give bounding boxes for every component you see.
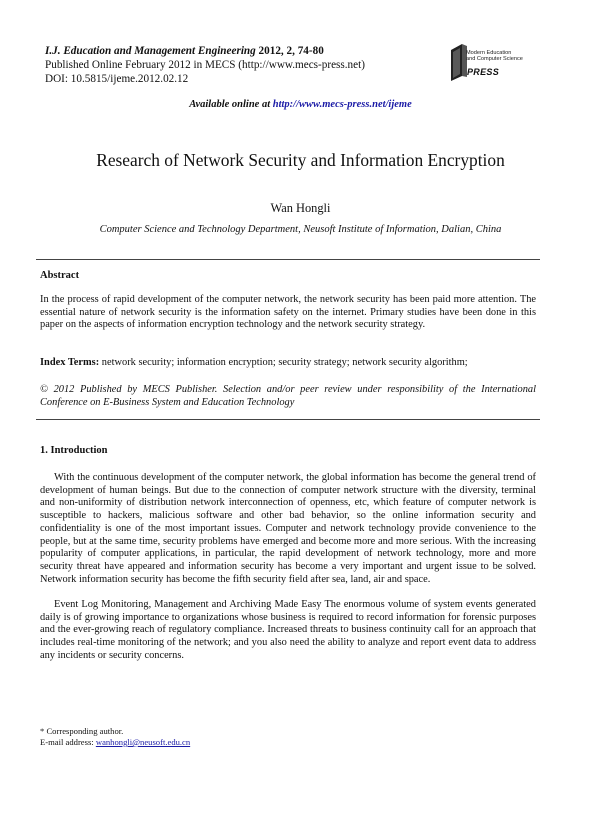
email-link[interactable]: wanhongli@neusoft.edu.cn: [95, 737, 191, 747]
paper-title: Research of Network Security and Information Encryption: [96, 150, 505, 170]
logo-line1: Modern Education: [466, 50, 512, 56]
introduction-heading: 1. Introduction: [40, 445, 108, 456]
doi-line: DOI: 10.5815/ijeme.2012.02.12: [45, 73, 189, 85]
email-line: [40, 737, 190, 748]
journal-header: [45, 44, 365, 86]
copyright-notice: © 2012 Published by MECS Publisher. Selection and/or peer review under responsibility of the International Conference on E-Business System and Education Technology: [40, 384, 536, 408]
logo-line2: and Computer Science: [466, 56, 523, 62]
logo-text: [466, 50, 523, 62]
divider-bottom: [36, 419, 540, 420]
journal-citation: [45, 44, 365, 58]
footnote: [40, 726, 190, 748]
email-label: E-mail address:: [40, 737, 94, 747]
available-online: [0, 99, 601, 110]
corresponding-author: * Corresponding author.: [40, 726, 124, 736]
intro-paragraph-1: With the continuous development of the computer network, the global information has become the general trend of development of human beings. But due to the connection of computer network structure with the diversity, terminal and non-uniformity of distribution network interconnection of openness, etc, which feature of computer network is susceptible to hackers, malicious software and other bad behavior, so the online information security and confidentiality is one of the most important issues. Computer and network technology provide convenience to the people, but at the same time, security problems have emerged and become more and more serious. With the increasing popularity of computer applications, in particular, the rapid development of network technology, more and more security threat have appeared and information security has become a very important and urgent issue to be solved. Network information security has become the fifth security field after sea, land, air and space.: [40, 472, 536, 585]
logo-press: PRESS: [467, 67, 500, 77]
journal-url-link[interactable]: http://www.mecs-press.net/ijeme: [272, 99, 412, 110]
publisher-logo: [448, 40, 558, 84]
index-terms-label: Index Terms:: [40, 357, 100, 368]
abstract-text: In the process of rapid development of the computer network, the network security has been paid more attention. The essential nature of network security is the information safety on the internet. Primary studies have been done in this paper on the aspects of information encryption technology and the network security strategy.: [40, 294, 536, 331]
index-terms: [40, 357, 536, 370]
intro-paragraph-2: Event Log Monitoring, Management and Archiving Made Easy The enormous volume of system events generated daily is of growing importance to organizations whose business is required to record information for forensic purposes and the ever-growing reach of regulatory compliance. Increased threats to business continuity call for an approach that includes real-time monitoring of the network; and you also need the ability to analyze and report event data to address any incidents or security concerns.: [40, 599, 536, 661]
journal-name: I.J. Education and Management Engineering: [45, 45, 256, 57]
index-terms-value: network security; information encryption; security strategy; network security algorithm;: [101, 357, 468, 368]
divider-top: [36, 259, 540, 260]
author-affiliation: Computer Science and Technology Department, Neusoft Institute of Information, Dalian, China: [99, 224, 502, 235]
abstract-heading: Abstract: [40, 270, 80, 281]
paper-author: Wan Hongli: [270, 201, 331, 215]
journal-ref: 2012, 2, 74-80: [258, 45, 324, 57]
published-line: Published Online February 2012 in MECS (http://www.mecs-press.net): [45, 59, 365, 71]
available-prefix: Available online at: [189, 99, 271, 110]
